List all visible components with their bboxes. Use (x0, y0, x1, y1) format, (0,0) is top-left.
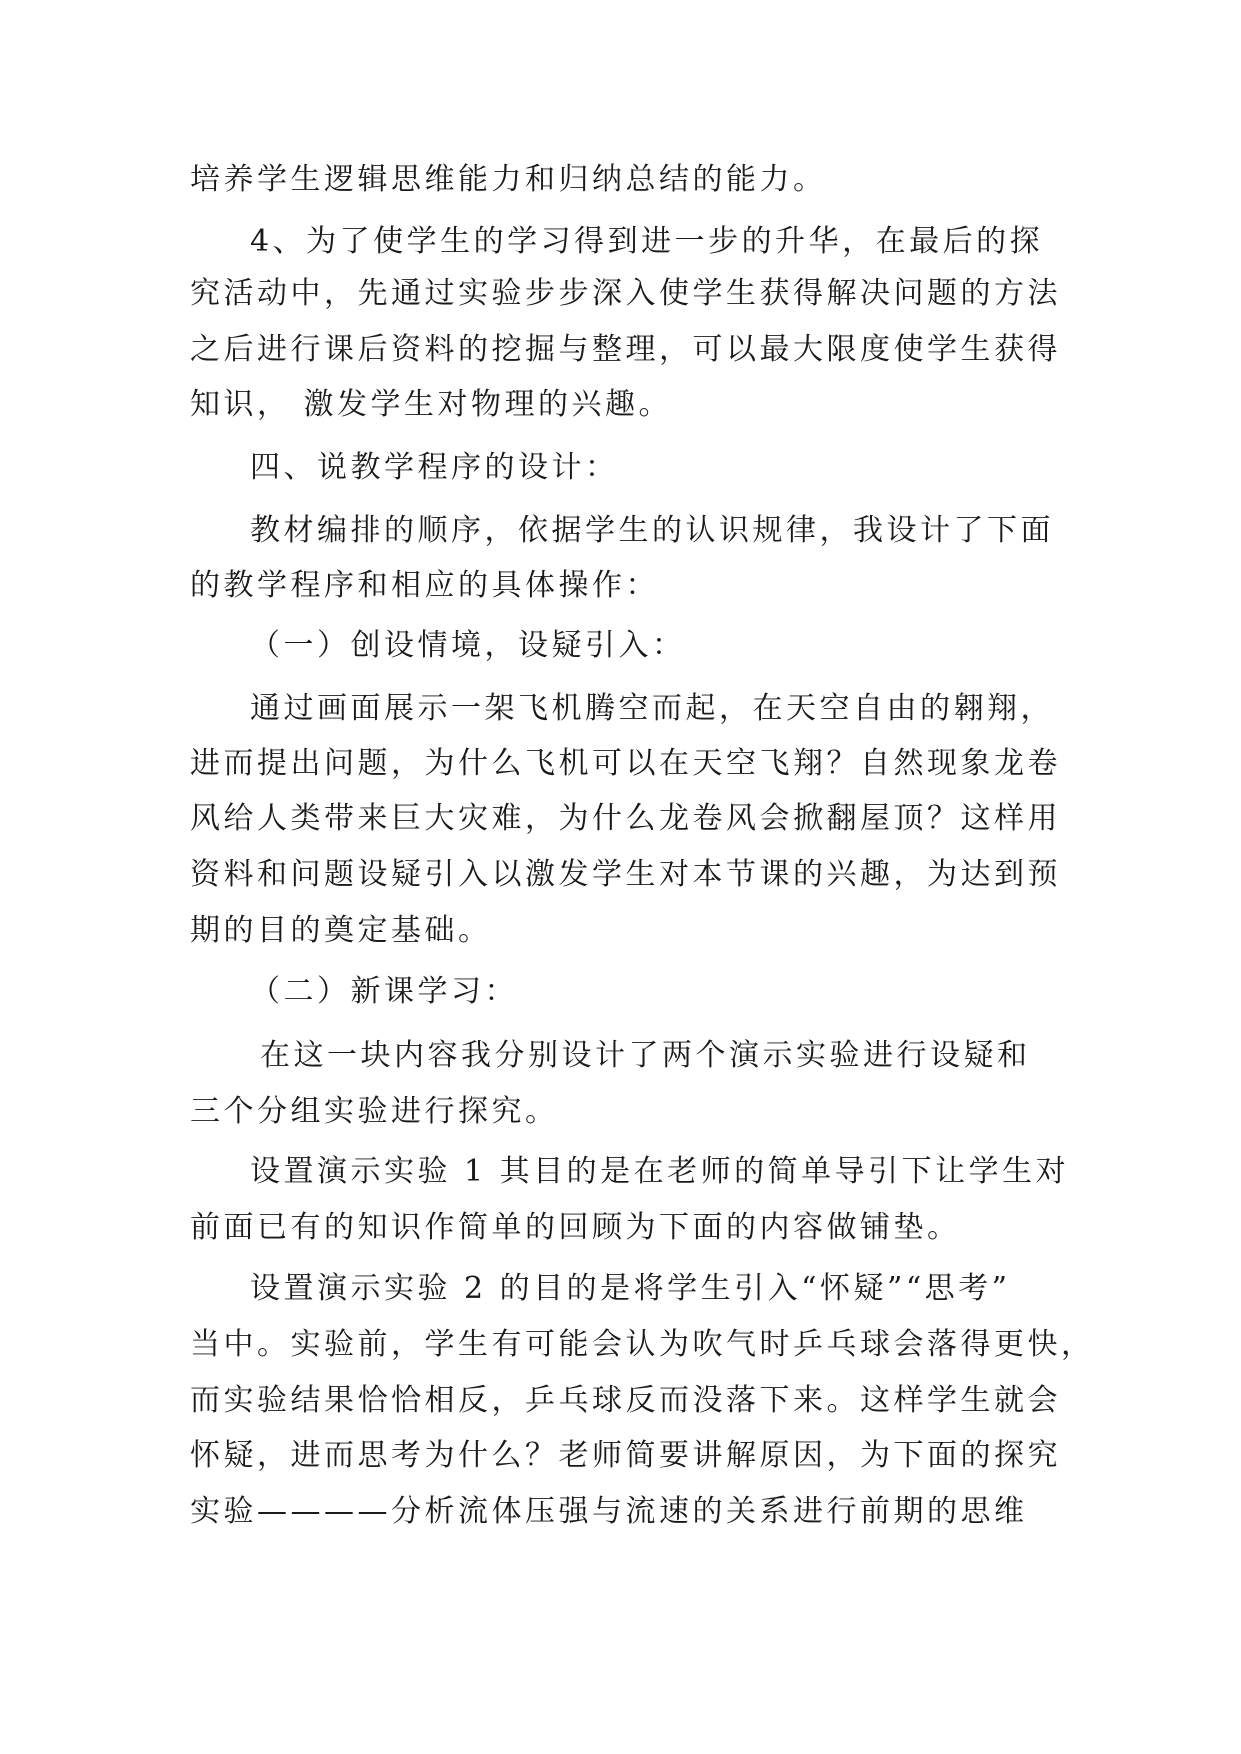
section-heading: 四、说教学程序的设计： (250, 450, 619, 485)
text-line: 4、为了使学生的学习得到进一步的升华，在最后的探 (250, 224, 1044, 259)
text-line: 而实验结果恰恰相反，乒乓球反而没落下来。这样学生就会 (190, 1383, 1061, 1418)
text-line: 前面已有的知识作简单的回顾为下面的内容做铺垫。 (190, 1210, 961, 1245)
text-line: 之后进行课后资料的挖掘与整理，可以最大限度使学生获得 (190, 332, 1061, 367)
text-line: 究活动中，先通过实验步步深入使学生获得解决问题的方法 (190, 276, 1061, 311)
text-line: 知识， 激发学生对物理的兴趣。 (190, 387, 673, 422)
text-line: 当中。实验前，学生有可能会认为吹气时乒乓球会落得更快， (190, 1327, 1095, 1362)
text-line: 设置演示实验 2 的目的是将学生引入“怀疑”“思考” (250, 1271, 1011, 1306)
text-line: 设置演示实验 1 其目的是在老师的简单导引下让学生对 (250, 1154, 1070, 1189)
text-line: 教材编排的顺序，依据学生的认识规律，我设计了下面 (250, 513, 1054, 548)
text-line: 的教学程序和相应的具体操作： (190, 568, 659, 603)
subsection-heading: （一）创设情境，设疑引入： (250, 628, 686, 663)
text-line: 培养学生逻辑思维能力和归纳总结的能力。 (190, 162, 827, 197)
text-line: 资料和问题设疑引入以激发学生对本节课的兴趣，为达到预 (190, 857, 1061, 892)
text-line: 三个分组实验进行探究。 (190, 1094, 559, 1129)
text-line: 实验————分析流体压强与流速的关系进行前期的思维 (190, 1494, 1028, 1529)
subsection-heading: （二）新课学习： (250, 974, 518, 1009)
text-line: 在这一块内容我分别设计了两个演示实验进行设疑和 (260, 1038, 1031, 1073)
text-line: 风给人类带来巨大灾难，为什么龙卷风会掀翻屋顶？这样用 (190, 801, 1061, 836)
text-line: 通过画面展示一架飞机腾空而起，在天空自由的翱翔， (250, 691, 1054, 726)
text-line: 进而提出问题，为什么飞机可以在天空飞翔？自然现象龙卷 (190, 746, 1061, 781)
text-line: 怀疑，进而思考为什么？老师简要讲解原因，为下面的探究 (190, 1438, 1061, 1473)
text-line: 期的目的奠定基础。 (190, 913, 492, 948)
